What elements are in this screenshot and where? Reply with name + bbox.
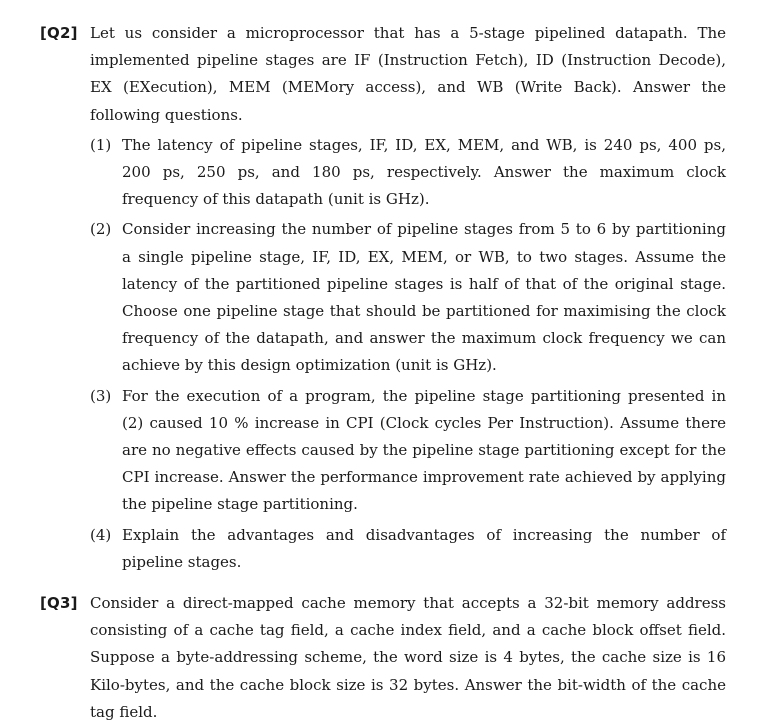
subquestion-number: (1) xyxy=(90,135,112,154)
question-q3-label: [Q3] xyxy=(40,594,78,612)
subquestion-text: Explain the advantages and disadvantages of increasing the number of pipeline stages. xyxy=(122,525,726,571)
subquestion-text: Consider increasing the number of pipeline stages from 5 to 6 by partitioning a single pipeline stage, IF, ID, EX, MEM, or WB, to two stages. Assume the latency of the partitioned pipeline stages is half of that of the original stage. Choose one pipeline stage that should be partitioned for maximising the clock frequency of the datapath, and answer the maximum clock frequency we can achieve by this design optimization (unit is GHz). xyxy=(122,220,726,375)
question-q3-text: Consider a direct-mapped cache memory that accepts a 32-bit memory address consisting of a cache tag field, a cache index field, and a cache block offset field. Suppose a byte-addressing scheme, the word size is 4 bytes, the cache size is 16 Kilo-bytes, and the cache block size is 32 bytes. Answer the bit-width of the cache tag field. xyxy=(90,594,726,721)
subquestion-number: (3) xyxy=(90,386,112,405)
subquestion-text: For the execution of a program, the pipeline stage partitioning presented in (2) caused 10 % increase in CPI (Clock cycles Per Instruction). Assume there are no negative effects caused by the pipeline stage partitioning except for the CPI increase. Answer the performance improvement rate achieved by applying the pipeline stage partitioning. xyxy=(122,386,726,514)
question-q3 xyxy=(40,590,726,726)
subquestion-1 xyxy=(90,132,726,214)
question-q2-label: [Q2] xyxy=(40,24,78,42)
subquestion-text: The latency of pipeline stages, IF, ID, EX, MEM, and WB, is 240 ps, 400 ps, 200 ps, 250 ps, and 180 ps, respectively. Answer the maximum clock frequency of this datapath (unit is GHz). xyxy=(122,135,726,209)
subquestion-3 xyxy=(90,383,726,519)
subquestion-number: (2) xyxy=(90,220,112,239)
subquestion-2 xyxy=(90,216,726,379)
question-q3-header xyxy=(40,590,726,726)
subquestion-number: (4) xyxy=(90,525,112,544)
question-q2 xyxy=(40,20,726,579)
question-q2-subquestions xyxy=(40,132,726,576)
question-q2-header xyxy=(40,20,726,129)
subquestion-4 xyxy=(90,522,726,576)
question-q2-intro: Let us consider a microprocessor that has a 5-stage pipelined datapath. The implemented pipeline stages are IF (Instruction Fetch), ID (Instruction Decode), EX (EXecution), MEM (MEMory access), and WB (Write Back). Answer the following questions. xyxy=(90,24,726,124)
